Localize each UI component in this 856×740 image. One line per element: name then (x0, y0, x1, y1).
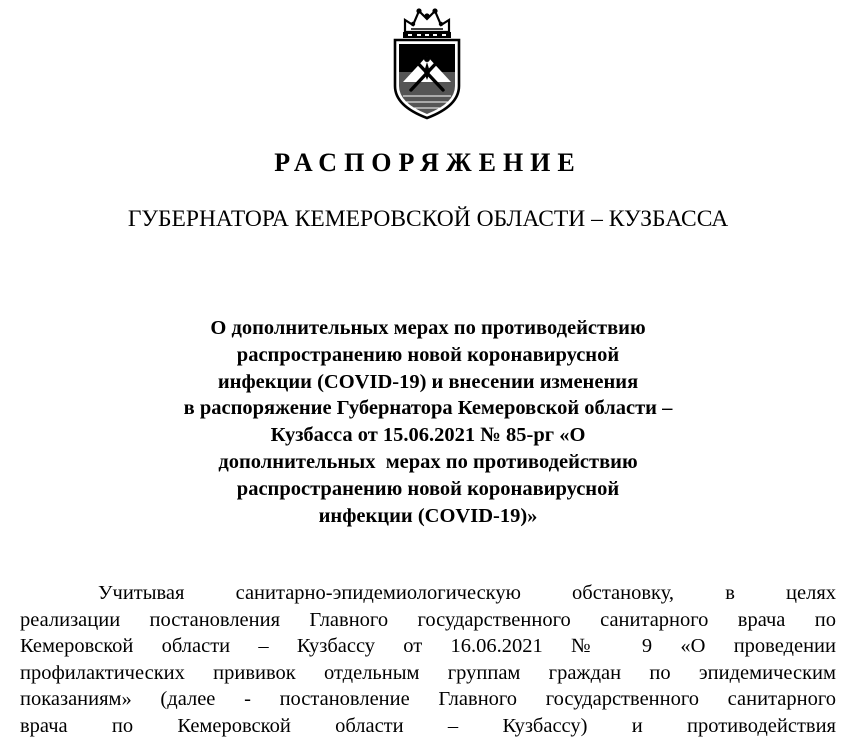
title-line: в распоряжение Губернатора Кемеровской области – (183, 397, 673, 420)
document-title (120, 315, 736, 529)
title-line: дополнительных мерах по противодействию (218, 450, 638, 473)
title-line: О дополнительных мерах по противодействию (210, 317, 646, 339)
title-line: инфекции (COVID-19) и внесении изменения (217, 370, 639, 393)
title-line: Кузбасса от 15.06.2021 № 85-рг «О (270, 424, 586, 447)
body-line: Учитывая санитарно-эпидемиологическую обстановку, в целях (98, 582, 836, 604)
title-line: инфекции (COVID-19)» (318, 504, 538, 527)
title-line: распространению новой коронавирусной (236, 343, 620, 366)
body-paragraph (20, 580, 836, 740)
coat-of-arms-icon (383, 2, 471, 120)
body-line: Кемеровской области – Кузбассу от 16.06.2021 № 9 «О проведении (20, 635, 836, 658)
title-line: распространению новой коронавирусной (236, 477, 620, 500)
body-line: профилактических прививок отдельным группам граждан по эпидемическим (20, 661, 836, 684)
document-type-heading: РАСПОРЯЖЕНИЕ (274, 148, 582, 177)
body-line: реализации постановления Главного государственного санитарного врача по (20, 608, 836, 631)
issuer-heading: ГУБЕРНАТОРА КЕМЕРОВСКОЙ ОБЛАСТИ – КУЗБАССА (127, 206, 729, 232)
body-line: врача по Кемеровской области – Кузбассу) и противодействия (20, 714, 836, 737)
body-line: показаниям» (далее - постановление Главного государственного санитарного (20, 688, 836, 711)
